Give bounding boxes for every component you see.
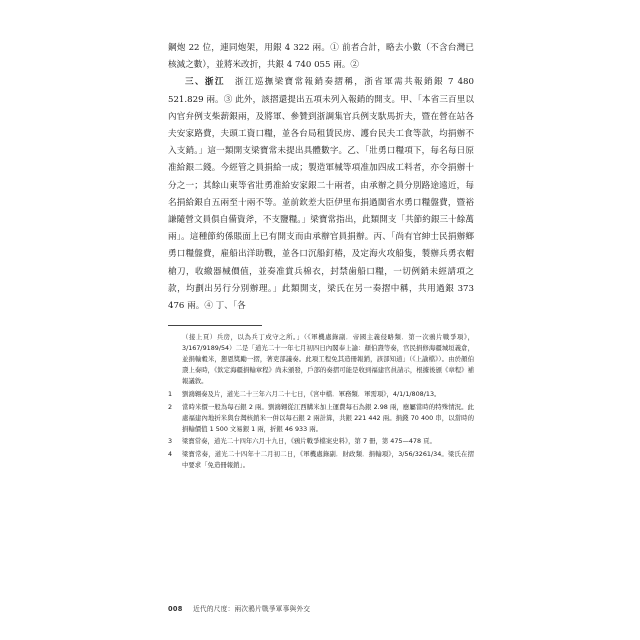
paragraph-2-text: 浙江巡撫梁寶常報銷奏摺稱，浙省軍需共報銷銀 7 480 521.829 兩。③ 此外，該摺還提出五項未列入報銷的開支。甲、「本省三百里以內官弁例支柴薪銀兩，及將軍、參贊到浙調集官兵例支馱馬折夫，暨在營在站各夫安家路費，夫頭工資口糧，並各台局租賃民房、護台民夫工食等款，均捐辦不入支銷。」這一類開支梁寶常未提出具體數字。乙、「壯勇口糧項下，每名每日原准給銀二錢。今經管之員捐給一成；製造軍械等項准加四成工料者，亦令捐辦十分之一；其餘山東等省壯勇准給安家銀二十兩者，由承辦之員分別路途遠近，每名捐給銀自五兩至十兩不等。並前欽差大臣伊里布捐過閩省水勇口糧盤費，暨裕謙隨營文員俱自備資斧，不支鹽糧。」梁寶常指出，此類開支「共節約銀三十餘萬兩」。這種節約係賬面上已有開支而由承辦官員捐辦。丙、「尚有官紳士民捐辦鄉勇口糧盤費，雇船出洋助戰，並各口沉船釘樁，及定海火攻船隻，製辦兵勇衣帽槍刀，收繳器械價值，並奏准賞兵棉衣，封禁歯船口糧，一切例銷未經請項之款，均劃出另行分別辦理。」此類開支，梁氏在另一奏摺中稱，共用過銀 373 476 兩。④ 丁、「各 — [168, 77, 474, 312]
section-heading: 三、浙江 — [185, 77, 225, 88]
paragraph-1: 鋼炮 22 位，連同炮架，用銀 4 322 兩。① 前者合計，略去小數（不含台灣已核減之數），並將米改折，共銀 4 740 055 兩。② — [168, 43, 474, 71]
footnote-text: 劉鴻翱奏及片，道光二十三年六月二十七日，《宮中檔．軍務類．軍需項》，4/1/1/808/13。 — [182, 389, 441, 398]
page-footer — [168, 603, 310, 613]
footnote-number: 2 — [168, 402, 173, 411]
footnote-1 — [168, 389, 474, 400]
footnote-text: 梁寶常奏，道光二十四年六月十九日，《鴉片戰爭檔案史料》，第 7 冊，第 475—478 頁。 — [182, 437, 436, 446]
footnote-text: 梁寶常奏，道光二十四年十二月初二日，《軍機處錄副．財政類．捐輸項》，3/56/3261/34。梁氏在摺中要求「免造冊報銷」。 — [182, 450, 474, 470]
footnote-continued — [168, 332, 474, 387]
paragraph-2 — [168, 74, 474, 315]
page-content — [168, 40, 474, 473]
footnote-divider — [168, 325, 262, 326]
footnote-number — [168, 332, 182, 387]
running-title: 近代的尺度：兩次鴉片戰爭軍事與外交 — [193, 605, 311, 613]
main-text — [168, 40, 474, 315]
footnote-number: 4 — [168, 450, 173, 459]
footnotes — [168, 332, 474, 471]
footnote-2 — [168, 402, 474, 435]
footnote-number: 1 — [168, 389, 173, 398]
footnote-number: 3 — [168, 437, 173, 446]
page-number: 008 — [168, 605, 183, 613]
footnote-text: 當時米價一般為每石銀 2 兩。劉鴻翱從江西購米加上運費每石為銀 2.98 兩，應屬當時的特殊情況。此處福建內地折米與台灣核銷米一併以每石銀 2 兩計算，共銀 221 442 兩。捐錢 70 400 串，以當時的捐輸價值 1 500 文易銀 1 兩，折銀 46 933 兩。 — [182, 402, 474, 433]
footnote-3 — [168, 436, 474, 447]
footnote-4 — [168, 449, 474, 471]
footnote-text: （接上頁）兵房，以為兵丁戍守之所。」（《軍機處錄副．帝國主義侵略類．第一次鴉片戰爭項》，3/167/9189/54）二是「道光二十一年七月初四日內閣奉上諭：顏伯燾等奏，官民捐修海疆城垣義倉，並捐輸穀米，懇恩獎勵一摺，著吏部議奏。此項工程免其造冊報銷，該部知道」（《上諭檔》）。由於顏伯燾上奏時，《欽定海疆捐輸章程》尚未頒發，戶部的奏摺可能是收到福建官員請示，根據後頒《章程》補報議敘。 — [182, 333, 474, 385]
